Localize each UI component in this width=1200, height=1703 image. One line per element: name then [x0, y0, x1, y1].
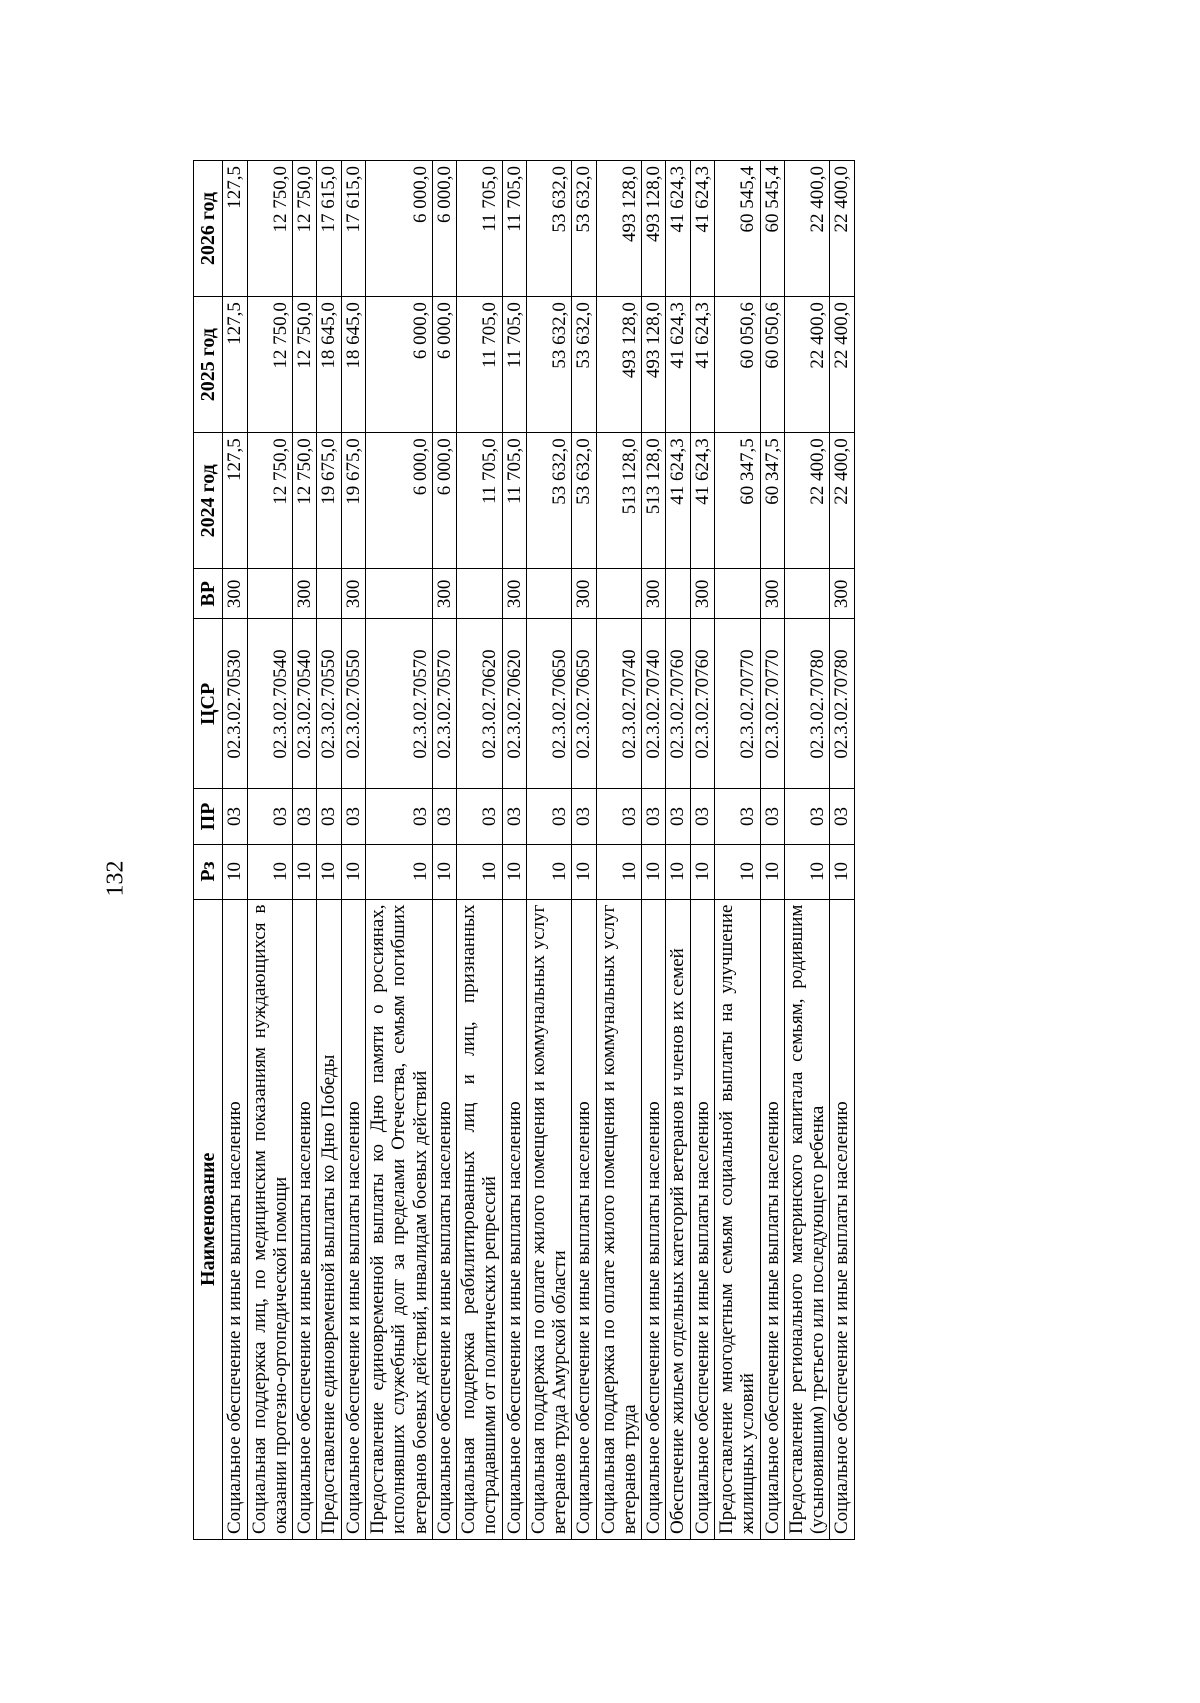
table-row: [293, 161, 317, 1540]
table-row: [432, 161, 456, 1540]
row-pr-cell: 03: [341, 789, 365, 844]
table-row: [690, 161, 714, 1540]
row-csr-cell: 02.3.02.70770: [714, 619, 760, 789]
row-2024-cell: 6 000,0: [365, 433, 432, 569]
row-pr-cell: 03: [317, 789, 341, 844]
rotated-table-container: [193, 160, 1033, 1540]
row-2026-cell: 12 750,0: [293, 161, 317, 297]
budget-table: [193, 160, 855, 1540]
table-row: [784, 161, 830, 1540]
table-row: [502, 161, 526, 1540]
row-csr-cell: 02.3.02.70570: [365, 619, 432, 789]
table-row: [457, 161, 503, 1540]
row-2025-cell: 60 050,6: [760, 297, 784, 433]
row-pr-cell: 03: [784, 789, 830, 844]
row-name-cell: Социальная поддержка по оплате жилого помещения и коммунальных услуг ветеранов труда: [596, 899, 642, 1539]
row-vr-cell: [596, 569, 642, 619]
row-csr-cell: 02.3.02.70540: [293, 619, 317, 789]
row-2025-cell: 127,5: [223, 297, 247, 433]
row-pr-cell: 03: [830, 789, 854, 844]
row-pr-cell: 03: [293, 789, 317, 844]
row-2025-cell: 6 000,0: [365, 297, 432, 433]
row-pr-cell: 03: [223, 789, 247, 844]
table-row: [341, 161, 365, 1540]
row-name-cell: Социальное обеспечение и иные выплаты населению: [642, 899, 666, 1539]
row-2025-cell: 12 750,0: [247, 297, 293, 433]
row-2025-cell: 22 400,0: [830, 297, 854, 433]
row-2026-cell: 41 624,3: [666, 161, 690, 297]
row-rz-cell: 10: [247, 844, 293, 899]
row-2026-cell: 6 000,0: [432, 161, 456, 297]
table-row: [596, 161, 642, 1540]
row-rz-cell: 10: [432, 844, 456, 899]
row-pr-cell: 03: [760, 789, 784, 844]
page-number: 132: [102, 860, 129, 897]
row-name-cell: Социальная поддержка лиц, по медицинским показаниям нуждающихся в оказании протезно-ортопедической помощи: [247, 899, 293, 1539]
row-2024-cell: 53 632,0: [572, 433, 596, 569]
row-name-cell: Социальная поддержка реабилитированных лиц и лиц, признанных пострадавшими от политических репрессий: [457, 899, 503, 1539]
row-2024-cell: 60 347,5: [714, 433, 760, 569]
row-2025-cell: 18 645,0: [317, 297, 341, 433]
row-2025-cell: 6 000,0: [432, 297, 456, 433]
row-pr-cell: 03: [365, 789, 432, 844]
header-2025: 2025 год: [194, 297, 223, 433]
header-csr: ЦСР: [194, 619, 223, 789]
row-rz-cell: 10: [293, 844, 317, 899]
row-2024-cell: 53 632,0: [526, 433, 572, 569]
row-vr-cell: 300: [341, 569, 365, 619]
row-rz-cell: 10: [572, 844, 596, 899]
row-2025-cell: 53 632,0: [572, 297, 596, 433]
row-2025-cell: 53 632,0: [526, 297, 572, 433]
header-2024: 2024 год: [194, 433, 223, 569]
table-row: [830, 161, 854, 1540]
row-pr-cell: 03: [526, 789, 572, 844]
row-rz-cell: 10: [502, 844, 526, 899]
row-2026-cell: 60 545,4: [760, 161, 784, 297]
row-2026-cell: 17 615,0: [317, 161, 341, 297]
table-row: [365, 161, 432, 1540]
row-name-cell: Социальное обеспечение и иные выплаты населению: [293, 899, 317, 1539]
row-rz-cell: 10: [666, 844, 690, 899]
row-2024-cell: 6 000,0: [432, 433, 456, 569]
row-name-cell: Предоставление многодетным семьям социальной выплаты на улучшение жилищных условий: [714, 899, 760, 1539]
row-name-cell: Социальное обеспечение и иные выплаты населению: [572, 899, 596, 1539]
row-vr-cell: 300: [572, 569, 596, 619]
row-2025-cell: 41 624,3: [690, 297, 714, 433]
row-2024-cell: 127,5: [223, 433, 247, 569]
row-rz-cell: 10: [317, 844, 341, 899]
row-csr-cell: 02.3.02.70740: [642, 619, 666, 789]
row-name-cell: Обеспечение жильем отдельных категорий ветеранов и членов их семей: [666, 899, 690, 1539]
row-name-cell: Социальное обеспечение и иные выплаты населению: [223, 899, 247, 1539]
row-vr-cell: 300: [690, 569, 714, 619]
row-2026-cell: 41 624,3: [690, 161, 714, 297]
table-row: [223, 161, 247, 1540]
row-vr-cell: [365, 569, 432, 619]
row-pr-cell: 03: [596, 789, 642, 844]
table-row: [760, 161, 784, 1540]
row-2024-cell: 22 400,0: [830, 433, 854, 569]
row-name-cell: Социальное обеспечение и иные выплаты населению: [690, 899, 714, 1539]
row-2025-cell: 60 050,6: [714, 297, 760, 433]
row-2026-cell: 22 400,0: [784, 161, 830, 297]
row-csr-cell: 02.3.02.70570: [432, 619, 456, 789]
row-pr-cell: 03: [666, 789, 690, 844]
row-csr-cell: 02.3.02.70770: [760, 619, 784, 789]
row-pr-cell: 03: [572, 789, 596, 844]
header-pr: ПР: [194, 789, 223, 844]
row-rz-cell: 10: [784, 844, 830, 899]
row-vr-cell: [666, 569, 690, 619]
row-csr-cell: 02.3.02.70760: [690, 619, 714, 789]
row-rz-cell: 10: [596, 844, 642, 899]
table-row: [526, 161, 572, 1540]
table-body: [223, 161, 854, 1540]
table-row: [572, 161, 596, 1540]
row-vr-cell: [247, 569, 293, 619]
row-rz-cell: 10: [365, 844, 432, 899]
row-vr-cell: [714, 569, 760, 619]
row-pr-cell: 03: [690, 789, 714, 844]
row-vr-cell: [526, 569, 572, 619]
row-rz-cell: 10: [223, 844, 247, 899]
row-rz-cell: 10: [830, 844, 854, 899]
row-rz-cell: 10: [457, 844, 503, 899]
row-name-cell: Социальная поддержка по оплате жилого помещения и коммунальных услуг ветеранов труда Амурской области: [526, 899, 572, 1539]
row-vr-cell: [784, 569, 830, 619]
row-2024-cell: 11 705,0: [457, 433, 503, 569]
row-2026-cell: 127,5: [223, 161, 247, 297]
row-csr-cell: 02.3.02.70740: [596, 619, 642, 789]
row-2026-cell: 6 000,0: [365, 161, 432, 297]
row-2026-cell: 22 400,0: [830, 161, 854, 297]
row-csr-cell: 02.3.02.70760: [666, 619, 690, 789]
row-pr-cell: 03: [247, 789, 293, 844]
row-2025-cell: 11 705,0: [502, 297, 526, 433]
row-csr-cell: 02.3.02.70550: [341, 619, 365, 789]
row-2025-cell: 493 128,0: [596, 297, 642, 433]
row-csr-cell: 02.3.02.70620: [502, 619, 526, 789]
row-rz-cell: 10: [690, 844, 714, 899]
row-2024-cell: 41 624,3: [690, 433, 714, 569]
row-name-cell: Социальное обеспечение и иные выплаты населению: [760, 899, 784, 1539]
row-rz-cell: 10: [526, 844, 572, 899]
row-vr-cell: [457, 569, 503, 619]
row-vr-cell: 300: [293, 569, 317, 619]
row-csr-cell: 02.3.02.70550: [317, 619, 341, 789]
row-2025-cell: 493 128,0: [642, 297, 666, 433]
row-name-cell: Социальное обеспечение и иные выплаты населению: [341, 899, 365, 1539]
row-2026-cell: 11 705,0: [457, 161, 503, 297]
row-2024-cell: 11 705,0: [502, 433, 526, 569]
row-pr-cell: 03: [457, 789, 503, 844]
row-2024-cell: 41 624,3: [666, 433, 690, 569]
header-2026: 2026 год: [194, 161, 223, 297]
row-vr-cell: 300: [502, 569, 526, 619]
header-vr: ВР: [194, 569, 223, 619]
row-vr-cell: [317, 569, 341, 619]
row-2025-cell: 41 624,3: [666, 297, 690, 433]
row-2026-cell: 60 545,4: [714, 161, 760, 297]
row-pr-cell: 03: [432, 789, 456, 844]
row-2024-cell: 513 128,0: [642, 433, 666, 569]
row-2026-cell: 493 128,0: [596, 161, 642, 297]
row-2024-cell: 513 128,0: [596, 433, 642, 569]
row-vr-cell: 300: [830, 569, 854, 619]
row-rz-cell: 10: [760, 844, 784, 899]
row-2024-cell: 12 750,0: [247, 433, 293, 569]
header-name: Наименование: [194, 899, 223, 1539]
row-name-cell: Социальное обеспечение и иные выплаты населению: [830, 899, 854, 1539]
row-vr-cell: 300: [223, 569, 247, 619]
table-row: [317, 161, 341, 1540]
row-pr-cell: 03: [642, 789, 666, 844]
row-2024-cell: 60 347,5: [760, 433, 784, 569]
row-vr-cell: 300: [432, 569, 456, 619]
row-rz-cell: 10: [642, 844, 666, 899]
row-2026-cell: 53 632,0: [572, 161, 596, 297]
row-csr-cell: 02.3.02.70620: [457, 619, 503, 789]
row-csr-cell: 02.3.02.70650: [526, 619, 572, 789]
row-2025-cell: 12 750,0: [293, 297, 317, 433]
row-name-cell: Социальное обеспечение и иные выплаты населению: [502, 899, 526, 1539]
row-2026-cell: 12 750,0: [247, 161, 293, 297]
row-2025-cell: 11 705,0: [457, 297, 503, 433]
row-2024-cell: 12 750,0: [293, 433, 317, 569]
row-2026-cell: 11 705,0: [502, 161, 526, 297]
row-rz-cell: 10: [341, 844, 365, 899]
row-csr-cell: 02.3.02.70780: [830, 619, 854, 789]
row-2024-cell: 19 675,0: [341, 433, 365, 569]
row-2025-cell: 22 400,0: [784, 297, 830, 433]
row-vr-cell: 300: [760, 569, 784, 619]
row-2024-cell: 22 400,0: [784, 433, 830, 569]
row-name-cell: Предоставление единовременной выплаты ко Дню Победы: [317, 899, 341, 1539]
table-row: [247, 161, 293, 1540]
row-name-cell: Предоставление единовременной выплаты ко Дню памяти о россиянах, исполнявших служебный долг за пределами Отечества, семьям погибших ветеранов боевых действий, инвалидам боевых действий: [365, 899, 432, 1539]
row-2024-cell: 19 675,0: [317, 433, 341, 569]
table-row: [642, 161, 666, 1540]
table-header-row: [194, 161, 223, 1540]
row-rz-cell: 10: [714, 844, 760, 899]
header-rz: Рз: [194, 844, 223, 899]
row-vr-cell: 300: [642, 569, 666, 619]
row-2026-cell: 53 632,0: [526, 161, 572, 297]
row-name-cell: Социальное обеспечение и иные выплаты населению: [432, 899, 456, 1539]
row-2026-cell: 17 615,0: [341, 161, 365, 297]
row-csr-cell: 02.3.02.70530: [223, 619, 247, 789]
table-row: [666, 161, 690, 1540]
row-pr-cell: 03: [502, 789, 526, 844]
row-pr-cell: 03: [714, 789, 760, 844]
row-csr-cell: 02.3.02.70780: [784, 619, 830, 789]
row-csr-cell: 02.3.02.70540: [247, 619, 293, 789]
table-row: [714, 161, 760, 1540]
row-csr-cell: 02.3.02.70650: [572, 619, 596, 789]
row-2026-cell: 493 128,0: [642, 161, 666, 297]
row-name-cell: Предоставление регионального материнского капитала семьям, родившим (усыновившим) третьего или последующего ребенка: [784, 899, 830, 1539]
row-2025-cell: 18 645,0: [341, 297, 365, 433]
